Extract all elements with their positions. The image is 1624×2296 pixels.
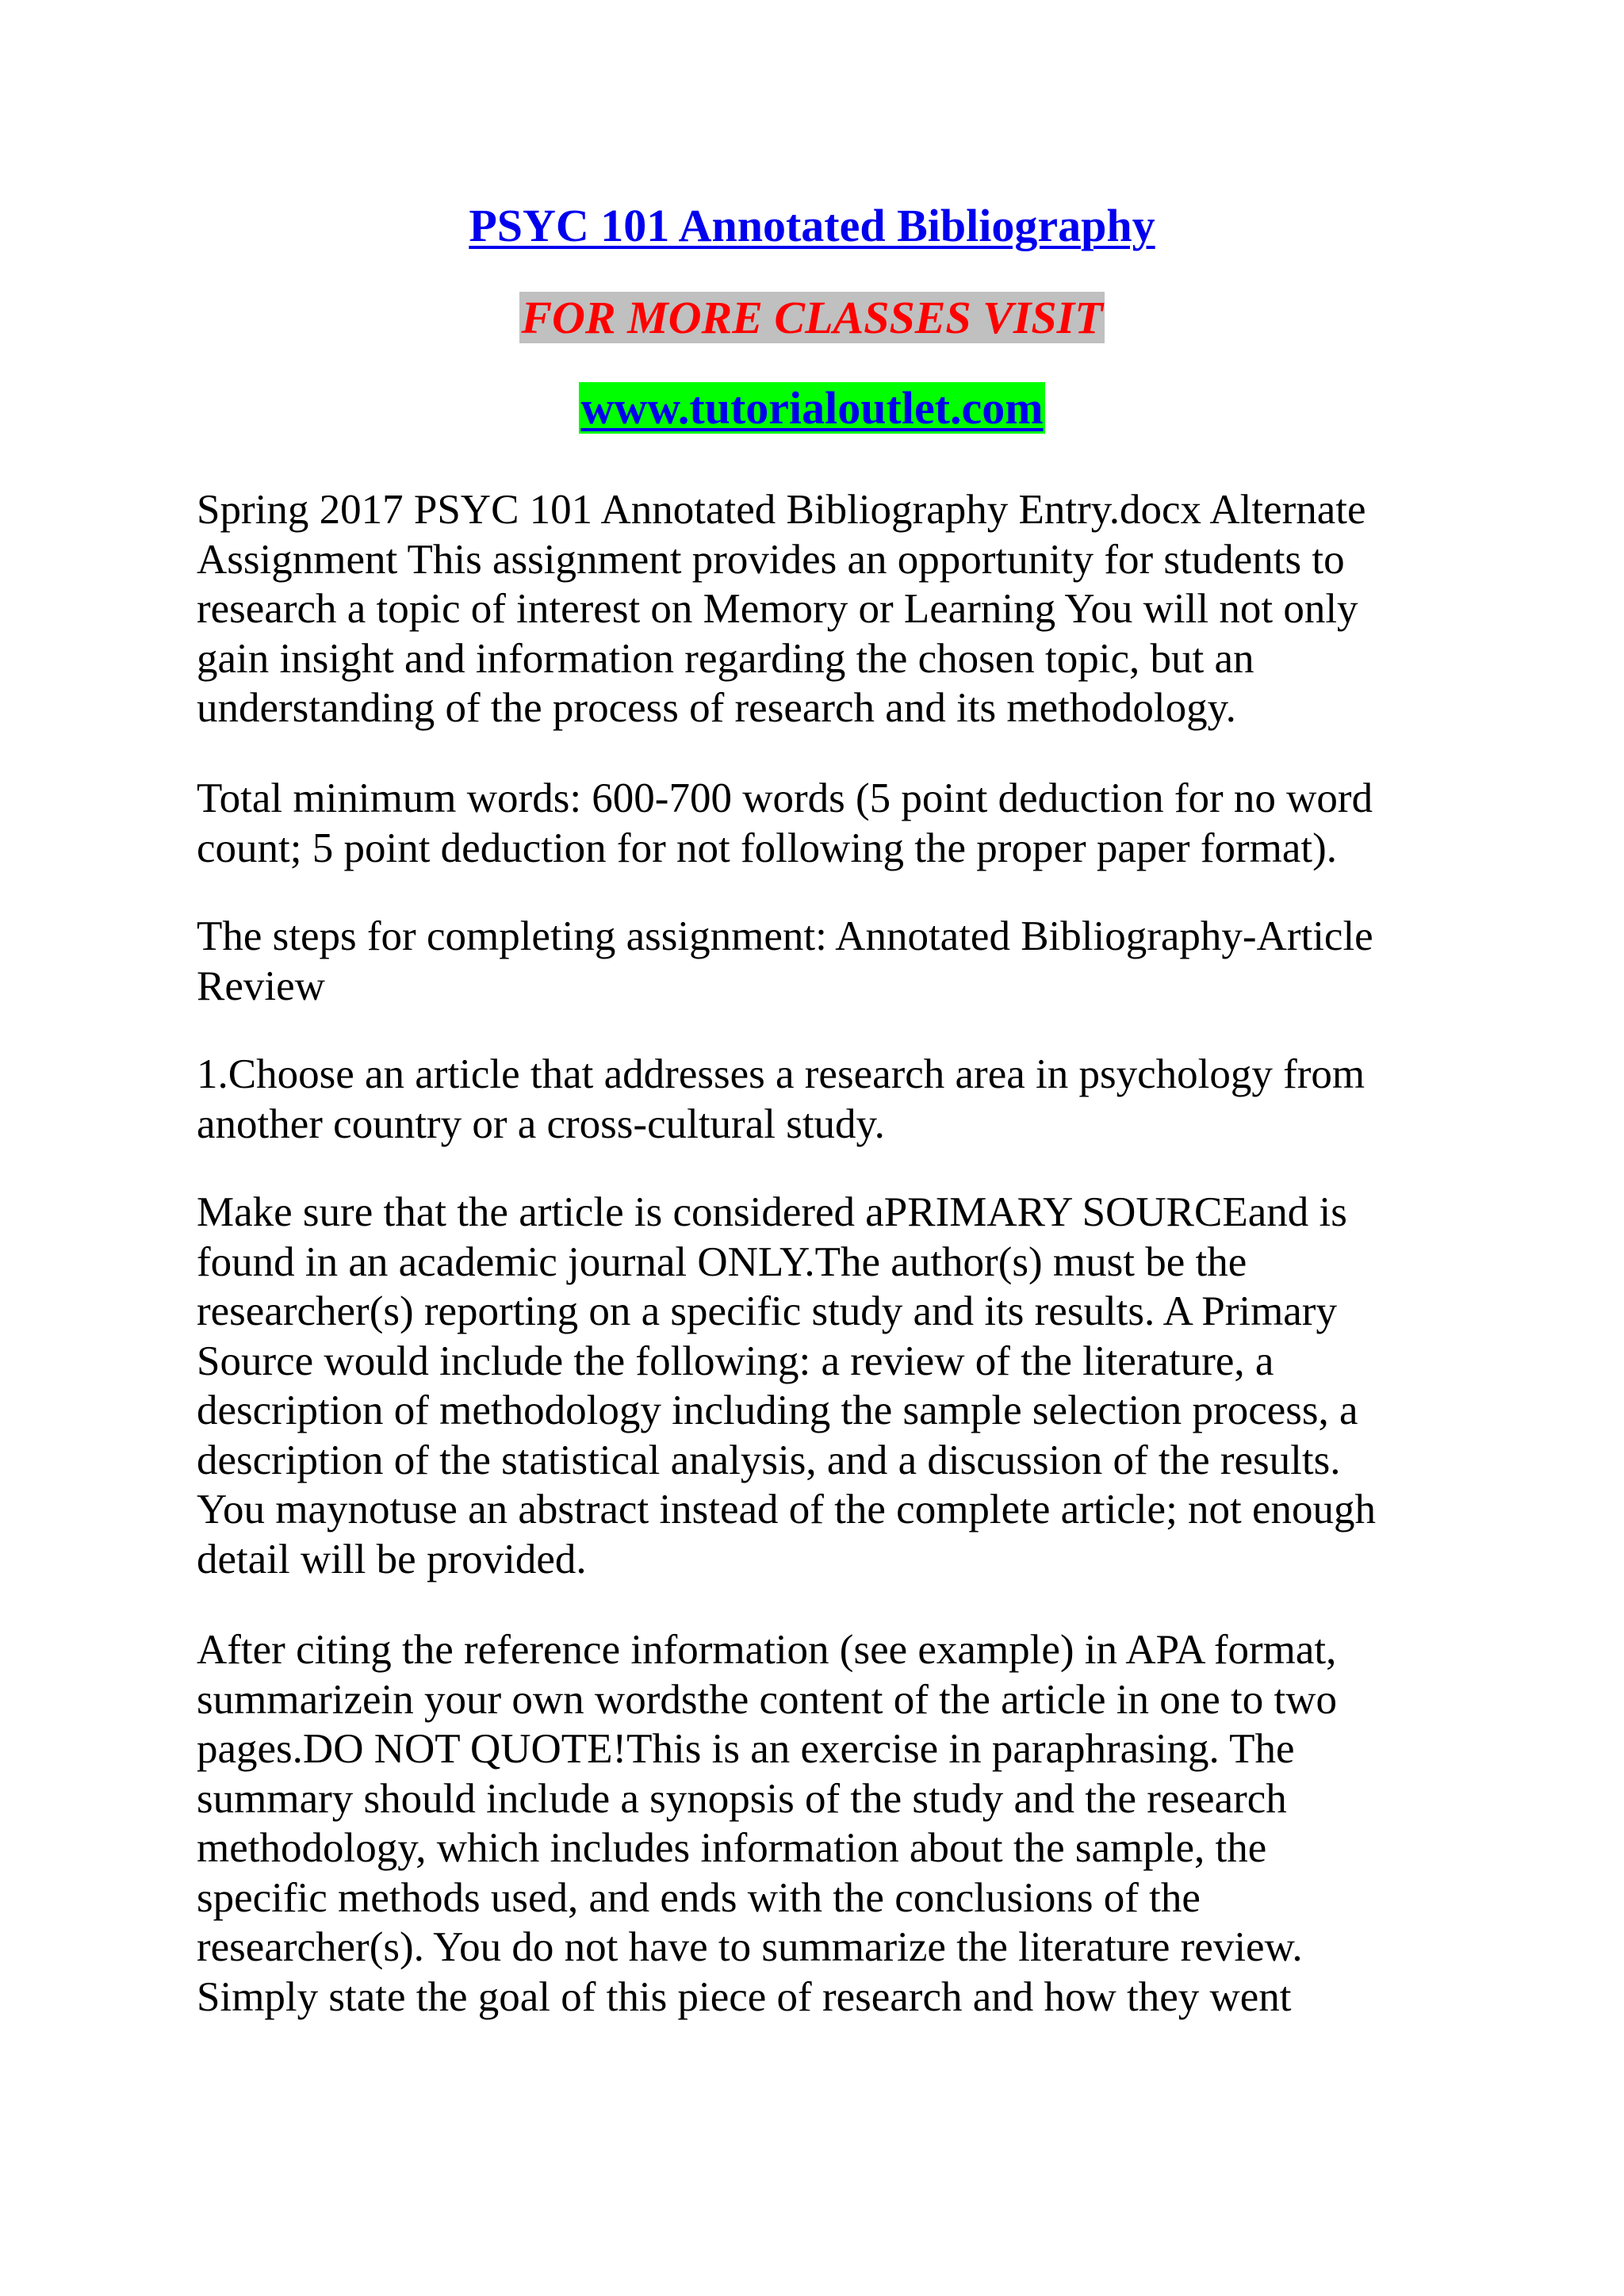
text-line: pages.DO NOT QUOTE!This is an exercise in paraphrasing. The (197, 1726, 1295, 1772)
promo-banner (0, 289, 1624, 347)
text-line: Assignment This assignment provides an opportunity for students to (197, 536, 1345, 583)
text-line: count; 5 point deduction for not following the proper paper format). (197, 825, 1337, 871)
text-line: gain insight and information regarding the chosen topic, but an (197, 635, 1254, 682)
text-line: Spring 2017 PSYC 101 Annotated Bibliography Entry.docx Alternate (197, 487, 1366, 533)
text-line: summary should include a synopsis of the study and the research (197, 1775, 1287, 1822)
text-line: found in an academic journal ONLY.The author(s) must be the (197, 1238, 1247, 1285)
text-line: researcher(s) reporting on a specific study and its results. A Primary (197, 1288, 1337, 1334)
website-link[interactable]: www.tutorialoutlet.com (580, 382, 1044, 434)
paragraph-intro (197, 485, 1434, 733)
text-line: You maynotuse an abstract instead of the complete article; not enough (197, 1487, 1377, 1533)
text-line: research a topic of interest on Memory or Learning You will not only (197, 586, 1358, 632)
text-line: Source would include the following: a review of the literature, a (197, 1337, 1274, 1384)
text-line: description of methodology including the sample selection process, a (197, 1387, 1358, 1433)
text-line: another country or a cross-cultural study. (197, 1100, 885, 1147)
text-line: After citing the reference information (see example) in APA format, (197, 1627, 1337, 1673)
title-link[interactable]: PSYC 101 Annotated Bibliography (469, 200, 1155, 251)
text-line: The steps for completing assignment: Annotated Bibliography-Article (197, 913, 1373, 959)
website-line (0, 379, 1624, 438)
text-line: understanding of the process of research and its methodology. (197, 685, 1236, 731)
paragraph-primary-source (197, 1188, 1434, 1584)
paragraph-step-one (197, 1050, 1434, 1149)
text-line: Simply state the goal of this piece of research and how they went (197, 1973, 1292, 2020)
document-title (0, 197, 1624, 255)
paragraph-summary (197, 1625, 1434, 2022)
paragraph-word-count (197, 774, 1434, 873)
text-line: researcher(s). You do not have to summarize the literature review. (197, 1924, 1303, 1970)
text-line: summarizein your own wordsthe content of the article in one to two (197, 1676, 1337, 1723)
promo-text: FOR MORE CLASSES VISIT (521, 292, 1103, 343)
text-line: 1.Choose an article that addresses a research area in psychology from (197, 1051, 1365, 1097)
text-line: Review (197, 962, 325, 1009)
text-line: detail will be provided. (197, 1536, 587, 1582)
text-line: Make sure that the article is considered aPRIMARY SOURCEand is (197, 1189, 1347, 1235)
text-line: specific methods used, and ends with the conclusions of the (197, 1874, 1201, 1921)
text-line: methodology, which includes information about the sample, the (197, 1825, 1267, 1871)
paragraph-steps (197, 912, 1434, 1011)
text-line: Total minimum words: 600-700 words (5 point deduction for no word (197, 775, 1373, 821)
text-line: description of the statistical analysis, and a discussion of the results. (197, 1437, 1341, 1483)
